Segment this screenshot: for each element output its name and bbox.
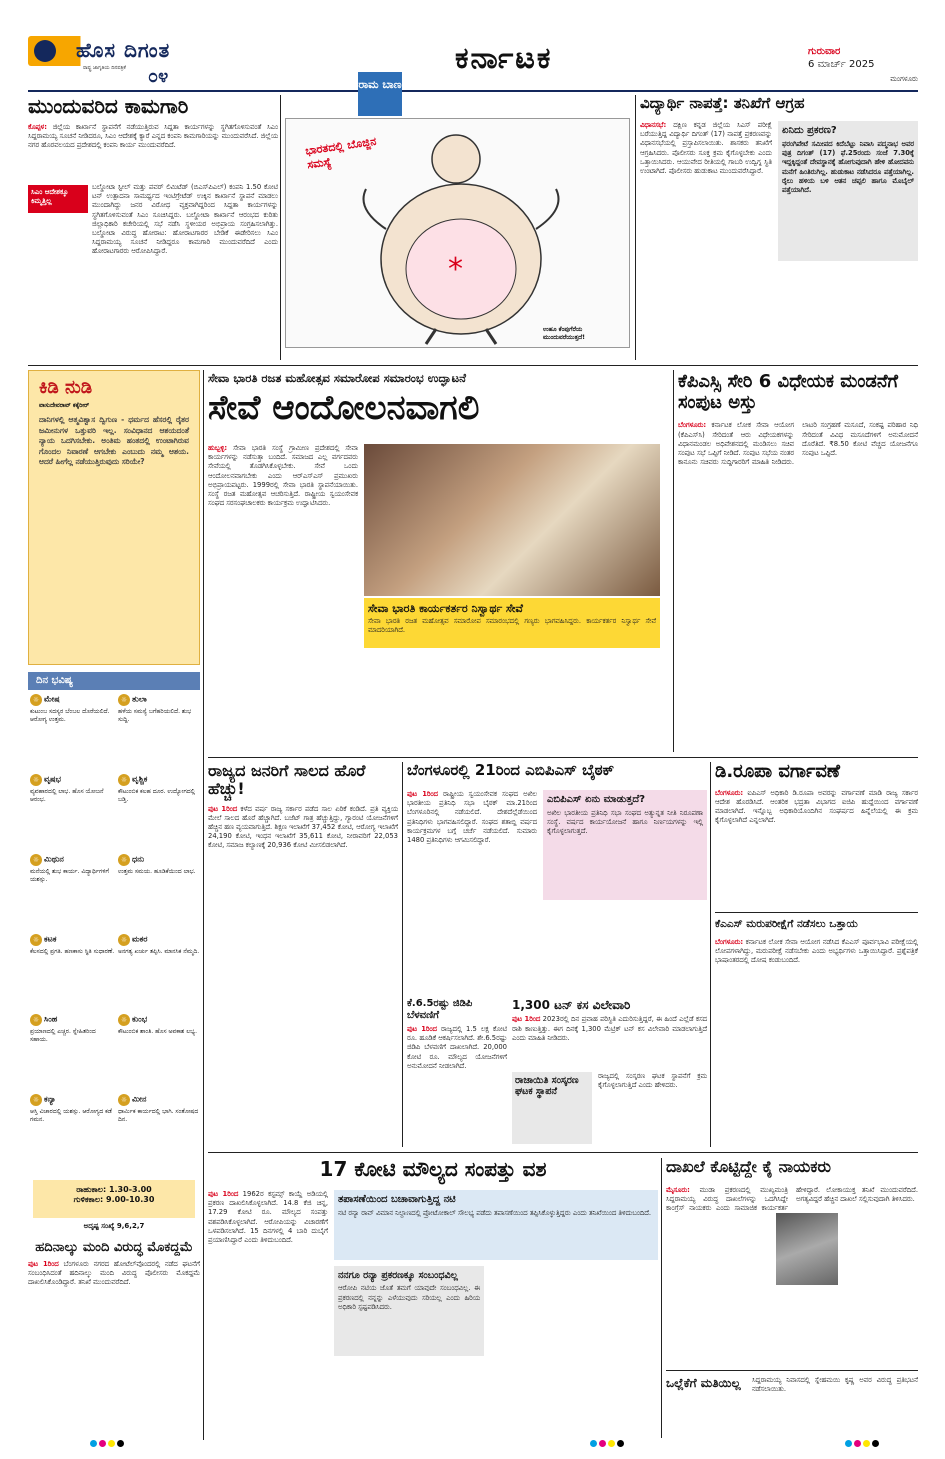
dateline: ಹುಬ್ಬಳ್ಳಿ:: [208, 444, 228, 452]
story-kpsc: [678, 372, 918, 754]
registration-marks: [845, 1440, 881, 1448]
headline: ರಾಜ್ಯದ ಜನರಿಗೆ ಸಾಲದ ಹೊರೆ ಹೆಚ್ಚು!: [208, 762, 366, 799]
sub-badge: ಸಿಎಂ ಆದೇಶಕ್ಕೂ ಕಿಮ್ಮತ್ತಿಲ್ಲ: [28, 185, 88, 213]
horoscope-title: ದಿನ ಭವಿಷ್ಯ: [28, 672, 200, 690]
yellow-dot: [108, 1440, 115, 1447]
zodiac-icon: ☼: [118, 854, 130, 866]
cartoon-figure: [286, 119, 630, 348]
story-body: [678, 421, 918, 741]
sign-text: ಅನಗತ್ಯ ಖರ್ಚು ತಪ್ಪಿಸಿ. ಮಾನಸಿಕ ನೆಮ್ಮದಿ.: [118, 948, 200, 955]
story-roopa: [715, 762, 918, 1147]
sign-name: ಕನ್ಯಾ: [44, 1094, 56, 1104]
horoscope-sign: [30, 854, 115, 884]
headline: ಬೆಂಗಳೂರಲ್ಲಿ 21ರಿಂದ ಎಬಿಪಿಎಸ್ ಬೈಠಕ್: [407, 762, 615, 779]
gulika: ಗುಳಿಕಕಾಲ: 9.00-10.30: [73, 1195, 155, 1204]
section-rule: [28, 365, 918, 366]
headline: ಕೆಪಿಎಸ್ಸಿ ಸೇರಿ 6 ವಿಧೇಯಕ ಮಂಡನೆಗೆ ಸಂಪುಟ ಅಸ್ತು: [678, 372, 899, 413]
body-text: ಐಪಿಎಸ್ ಅಧಿಕಾರಿ ಡಿ.ರೂಪಾ ಅವರನ್ನು ವರ್ಗಾವಣೆ ಮಾಡಿ ರಾಜ್ಯ ಸರ್ಕಾರ ಆದೇಶ ಹೊರಡಿಸಿದೆ. ಆಂತರಿಕ ಭದ್ರತಾ ವಿಭಾಗದ ಐಜಿಪಿ ಹುದ್ದೆಯಿಂದ ವರ್ಗಾವಣೆ ಮಾಡಲಾಗಿದೆ. ಇನ್ನೊಬ್ಬ ಅಧಿಕಾರಿಯೊಂದಿಗಿನ ಸಂಘರ್ಷದ ಹಿನ್ನೆಲೆಯಲ್ಲಿ ಈ ಕ್ರಮ ಕೈಗೊಳ್ಳಲಾಗಿದೆ ಎನ್ನಲಾಗಿದೆ.: [715, 788, 918, 825]
magenta-dot: [99, 1440, 106, 1447]
cyan-dot: [90, 1440, 97, 1447]
yellow-dot: [863, 1440, 870, 1447]
zodiac-icon: ☼: [118, 934, 130, 946]
column-rule: [710, 762, 711, 1147]
column-rule: [635, 95, 636, 360]
story-seva-bharati: [208, 372, 670, 754]
cyan-dot: [590, 1440, 597, 1447]
body-text: ಜಿಲ್ಲೆಯ ಕಾರ್ಖಾನೆ ಸ್ಥಾಪನೆಗೆ ನಡೆಯುತ್ತಿರುವ ಸಿದ್ದತಾ ಕಾರ್ಯಗಳನ್ನು ಸ್ಥಗಿತಗೊಳಿಸುವಂತೆ ಸಿಎಂ ಸಿದ್ದರಾಮಯ್ಯ ಸೂಚನೆ ನೀಡಿದರೂ, ಸಿಎಂ ಆದೇಶಕ್ಕೆ ಕ್ಯಾರೆ ಎನ್ನದ ಕಂಪನಿ ಕಾಮಗಾರಿಯನ್ನು ಮುಂದುವರೆಸಿದೆ. ಜಿಲ್ಲೆಯ ನಗರ ಹೊರವಲಯದ ಪ್ರದೇಶದಲ್ಲಿ ಕಂಪನಿ ಕಾರ್ಯ ಮುಂದುವರೆದಿದೆ.: [28, 123, 278, 150]
sign-name: ಮಿಥುನ: [44, 854, 64, 864]
sign-name: ಮೀನ: [132, 1094, 147, 1104]
event-photo: [364, 444, 660, 596]
zodiac-icon: ☼: [118, 1094, 130, 1106]
info-box: [543, 790, 707, 900]
story-body: ರಾಜ್ಯದಲ್ಲಿ ಸಂಸ್ಕರಣ ಘಟಕ ಸ್ಥಾಪನೆಗೆ ಕ್ರಮ ಕೈಗೊಳ್ಳಲಾಗುತ್ತಿದೆ ಎಂದು ಹೇಳಿದರು.: [598, 1072, 707, 1090]
page-number: ೦೪: [148, 66, 169, 87]
box-body: ಅಖಿಲ ಭಾರತೀಯ ಪ್ರತಿನಿಧಿ ಸಭಾ ಸಂಘದ ಅತ್ಯುನ್ನತ ನೀತಿ ನಿರೂಪಣಾ ಸಂಸ್ಥೆ. ವರ್ಷದ ಕಾರ್ಯಯೋಜನೆ ಹಾಗೂ ನಿರ್ಣಯಗಳನ್ನು ಇಲ್ಲಿ ಕೈಗೊಳ್ಳಲಾಗುತ್ತದೆ.: [547, 809, 703, 836]
story-seizure: [208, 1158, 658, 1438]
dateline: ಪುಟ 1ರಿಂದ: [208, 804, 238, 813]
horoscope-sign: [118, 934, 200, 956]
sub-dateline: ಬೆಂಗಳೂರು:: [715, 938, 744, 946]
headline: ವಿದ್ಯಾರ್ಥಿ ನಾಪತ್ತೆ: ತನಿಖೆಗೆ ಆಗ್ರಹ: [640, 95, 805, 112]
sign-name: ವೃಶ್ಚಿಕ: [132, 774, 148, 784]
story-documents: [666, 1158, 918, 1438]
column-rule: [280, 95, 281, 360]
story-body-2: ಬಲ್ಡೋಟಾ ಸ್ಟೀಲ್ ಮತ್ತು ಪವರ್ ಲಿಮಿಟೆಡ್ (ಬಿಎಸ್‌ಪಿಎಲ್) ಕಂಪನಿ 1.50 ಕೋಟಿ ಟನ್ ಉತ್ಪಾದನಾ ಸಾಮರ್ಥ್ಯದ ಇಂಟಿಗ್ರೇಟೆಡ್ ಉಕ್ಕಿನ ಕಾರ್ಖಾನೆ ಸ್ಥಾಪನೆ ಮಾಡಲು ಮುಂದಾಗಿದ್ದು ಜನರ ವಿರೋಧ ವ್ಯಕ್ತವಾಗಿದ್ದರಿಂದ ಸಿದ್ದತಾ ಕಾರ್ಯಗಳನ್ನು ಸ್ಥಗಿತಗೊಳಿಸುವಂತೆ ಸಿಎಂ ಸೂಚಿಸಿದ್ದರು. ಬಲ್ಡೋಟಾ ಕಾರ್ಖಾನೆ ಆರಂಭದ ಕುರಿತು ಜಿಲ್ಲಾಧಿಕಾರಿ ಕಚೇರಿಯಲ್ಲಿ ಸಭೆ ನಡೆಸಿ ಸ್ಥಳೀಯರ ಅಭಿಪ್ರಾಯ ಸಂಗ್ರಹಿಸಲಾಗಿತ್ತು. ಬಲ್ಡೋಟಾ ವಿರುದ್ಧ ಹೋರಾಟ: ಹೋರಾಟಗಾರರ ಬೇಡಿಕೆ ಈಡೇರಿಸಲು ಸಿಎಂ ಸಿದ್ದರಾಮಯ್ಯ ಸೂಚನೆ ನೀಡಿದ್ದರೂ ಕಾಮಗಾರಿ ಮುಂದುವರೆದಿದೆ ಎಂದು ಹೋರಾಟಗಾರರು ಆರೋಪಿಸಿದ್ದಾರೆ.: [92, 183, 278, 256]
horoscope-sign: [118, 694, 200, 724]
sub-body: ಸಿದ್ದರಾಮಯ್ಯ ನಿವಾಸದಲ್ಲಿ ಸ್ನೇಹಮಯಿ ಕೃಷ್ಣ ಅವರ ವಿರುದ್ಧ ಪ್ರತಿಭಟನೆ ನಡೆಸಲಾಯಿತು.: [752, 1376, 918, 1394]
place-label: ಮಂಗಳೂರು: [890, 75, 918, 83]
sub-box: [334, 1266, 484, 1356]
black-dot: [617, 1440, 624, 1447]
logo-emblem-icon: [34, 40, 56, 62]
headline: ಸೇವೆ ಆಂದೋಲನವಾಗಲಿ: [208, 387, 480, 428]
photo-caption-box: [364, 598, 660, 648]
registration-marks: [590, 1440, 626, 1448]
dateline: ಪುಟ 1ರಿಂದ: [208, 1190, 239, 1198]
cartoon-note: ಉಹೂ ಕೆಂಪುಗೆರೆಯ ಮುಂದುವರೆಯುತ್ತದೆ!: [543, 326, 586, 341]
box-title: ತಪಾಸಣೆಯಿಂದ ಬಚಾವಾಗುತ್ತಿದ್ದ ನಟಿ: [338, 1194, 456, 1205]
magenta-dot: [854, 1440, 861, 1447]
horoscope-sign: [30, 694, 115, 724]
sign-text: ಕೌಟುಂಬಿಕ ಶಾಂತಿ. ಹೊಸ ಅವಕಾಶ ಲಭ್ಯ.: [118, 1028, 197, 1035]
caption-title: ಸೇವಾ ಭಾರತಿ ಕಾರ್ಯಕರ್ತರ ನಿಸ್ವಾರ್ಥ ಸೇವೆ: [368, 602, 523, 615]
caption-body: ಸೇವಾ ಭಾರತಿ ರಜತ ಮಹೋತ್ಸವ ಸಮಾರೋಪ ಸಮಾರಂಭದಲ್ಲಿ ಗಣ್ಯರು ಭಾಗವಹಿಸಿದ್ದರು. ಕಾರ್ಯಕರ್ತರ ನಿಸ್ವಾರ್ಥ ಸೇವೆ ಮಾದರಿಯಾಗಿದೆ.: [368, 617, 656, 635]
black-dot: [117, 1440, 124, 1447]
dateline: ಕೊಪ್ಪಳ:: [28, 123, 47, 131]
story-body: [28, 123, 278, 151]
dateline: ಮೈಸೂರು:: [666, 1186, 690, 1194]
sign-name: ಮಕರ: [132, 934, 148, 944]
person-photo: [776, 1213, 838, 1285]
logo-tagline: ರಾಷ್ಟ್ರ ಜಾಗೃತಿಯ ದಿನಪತ್ರಿಕೆ: [83, 65, 126, 71]
body-text: ಬೆಂಗಳೂರು ನಗರದ ಹೋಟೆಲ್‌ವೊಂದರಲ್ಲಿ ನಡೆದ ಘಟನೆಗೆ ಸಂಬಂಧಿಸಿದಂತೆ ಹದಿನಾಲ್ಕು ಮಂದಿ ವಿರುದ್ಧ ಪೊಲೀಸರು ಮೊಕದ್ದಮೆ ದಾಖಲಿಸಿಕೊಂಡಿದ್ದಾರೆ. ತನಿಖೆ ಮುಂದುವರೆದಿದೆ.: [28, 1259, 200, 1286]
sign-name: ವೃಷಭ: [44, 774, 61, 784]
headline: ರಾಜಾಯಿತಿ ಸಂಸ್ಕರಣ ಘಟಕ ಸ್ಥಾಪನೆ: [515, 1075, 579, 1098]
horoscope-sign: [30, 1094, 115, 1124]
horoscope-sign: [118, 1094, 200, 1124]
horoscope-sign: [118, 1014, 200, 1036]
horoscope-sign: [30, 774, 115, 804]
story-body: [407, 1025, 507, 1071]
zodiac-icon: ☼: [30, 1014, 42, 1026]
story-case: [28, 1240, 200, 1435]
dateline: ಪುಟ 1ರಿಂದ: [407, 790, 438, 798]
zodiac-icon: ☼: [118, 1014, 130, 1026]
story-body: [407, 790, 537, 845]
column-rule: [402, 762, 403, 1147]
headline: ದಾಖಲೆ ಕೊಟ್ಟಿದ್ದೇ ಕೈ ನಾಯಕರು: [666, 1158, 831, 1176]
horoscope-sign: [118, 854, 200, 876]
svg-text:*: *: [448, 252, 463, 287]
body-text: 1962ರ ಕಸ್ಟಮ್ಸ್ ಕಾಯ್ದೆ ಅಡಿಯಲ್ಲಿ ಪ್ರಕರಣ ದಾಖಲಿಸಿಕೊಳ್ಳಲಾಗಿದೆ. 14.8 ಕೆಜಿ ಚಿನ್ನ, 17.29 ಕೋಟಿ ರೂ. ಮೌಲ್ಯದ ಸಂಪತ್ತು ವಶಪಡಿಸಿಕೊಳ್ಳಲಾಗಿದೆ. ಆರೋಪಿಯನ್ನು ವಿಚಾರಣೆಗೆ ಒಳಪಡಿಸಲಾಗಿದೆ. 15 ದಿನಗಳಲ್ಲಿ 4 ಬಾರಿ ದುಬೈಗೆ ಪ್ರಯಾಣಿಸಿದ್ದಾರೆ ಎಂದು ತಿಳಿದುಬಂದಿದೆ.: [208, 1190, 328, 1244]
masthead-logo: [28, 36, 203, 88]
inner-rule: [715, 912, 918, 913]
story-body: [640, 121, 772, 176]
sign-name: ಧನು: [132, 854, 145, 864]
lucky-numbers: ಅದೃಷ್ಟ ಸಂಖ್ಯೆ 9,6,2,7: [83, 1222, 145, 1230]
section-rule: [208, 757, 918, 758]
story-student-missing: [640, 95, 918, 360]
headline: 17 ಕೋಟಿ ಮೌಲ್ಯದ ಸಂಪತ್ತು ವಶ: [319, 1158, 547, 1181]
section-rule: [208, 1152, 918, 1153]
story-gdp: [407, 998, 507, 1148]
body-text: ಕಳೆದ ವರ್ಷ ರಾಜ್ಯ ಸರ್ಕಾರ ಪಡೆದ ಸಾಲ ಏರಿಕೆ ಕಂಡಿದೆ. ಪ್ರತಿ ವ್ಯಕ್ತಿಯ ಮೇಲೆ ಸಾಲದ ಹೊರೆ ಹೆಚ್ಚಾಗಿದೆ. ಬಜೆಟ್ ಗಾತ್ರ ಹೆಚ್ಚುತ್ತಿದ್ದು, ಗ್ಯಾರಂಟಿ ಯೋಜನೆಗಳಿಗೆ ಹೆಚ್ಚಿನ ಹಣ ವ್ಯಯವಾಗುತ್ತಿದೆ. ಶಿಕ್ಷಣ ಇಲಾಖೆಗೆ 37,452 ಕೋಟಿ, ಆರೋಗ್ಯ ಇಲಾಖೆಗೆ 24,190 ಕೋಟಿ, ಇಂಧನ ಇಲಾಖೆಗೆ 35,611 ಕೋಟಿ, ನೀರಾವರಿಗೆ 22,053 ಕೋಟಿ, ಸಮಾಜ ಕಲ್ಯಾಣಕ್ಕೆ 20,936 ಕೋಟಿ ಮೀಸಲಿಡಲಾಗಿದೆ.: [208, 804, 398, 850]
sign-text: ಆಸ್ತಿ ವಿಚಾರದಲ್ಲಿ ಯಶಸ್ಸು. ಆರೋಗ್ಯದ ಕಡೆ ಗಮನ.: [30, 1108, 112, 1123]
zodiac-icon: ☼: [30, 854, 42, 866]
sub-body: [715, 938, 918, 966]
story-body: [715, 789, 918, 826]
dateline: ಬೆಂಗಳೂರು:: [678, 421, 707, 430]
horoscope-sign: [30, 934, 115, 956]
timing-box: [33, 1180, 195, 1218]
body-text: ಮುಡಾ ಪ್ರಕರಣದಲ್ಲಿ ಮುಖ್ಯಮಂತ್ರಿ ಸಿದ್ದರಾಮಯ್ಯ ವಿರುದ್ಧ ದಾಖಲೆಗಳನ್ನು ಒದಗಿಸಿದ್ದೇ ಕಾಂಗ್ರೆಸ್ ನಾಯಕರು ಎಂದು ಸಾಮಾಜಿಕ ಕಾರ್ಯಕರ್ತ ಹೇಳಿದ್ದಾರೆ. ಲೋಕಾಯುಕ್ತ ತನಿಖೆ ಮುಂದುವರೆದಿದೆ. ಅಗತ್ಯವಿದ್ದರೆ ಹೆಚ್ಚಿನ ದಾಖಲೆ ಸಲ್ಲಿಸುವುದಾಗಿ ತಿಳಿಸಿದರು.: [666, 1186, 918, 1213]
body-text: ರಾಜ್ಯದಲ್ಲಿ 1.5 ಲಕ್ಷ ಕೋಟಿ ರೂ. ಹೂಡಿಕೆ ಆಕರ್ಷಿಸಲಾಗಿದೆ. ಶೇ.6.5ರಷ್ಟು ಜಿಡಿಪಿ ಬೆಳವಣಿಗೆ ದಾಖಲಾಗಿದೆ. 20,000 ಕೋಟಿ ರೂ. ಮೌಲ್ಯದ ಯೋಜನೆಗಳಿಗೆ ಅನುಮೋದನೆ ನೀಡಲಾಗಿದೆ.: [407, 1025, 507, 1070]
story-body: [512, 1015, 707, 1043]
info-box: [334, 1190, 658, 1260]
sign-text: ಕುಟುಂಬ ಸದಸ್ಯರ ಬೆಂಬಲ ದೊರೆಯಲಿದೆ. ಆರೋಗ್ಯ ಉತ್ತಮ.: [30, 708, 110, 723]
horoscope-list: [28, 694, 200, 1174]
horoscope-sign: [118, 774, 200, 804]
headline: 1,300 ಟನ್ ಕಸ ವಿಲೇವಾರಿ: [512, 998, 631, 1012]
story-debt: [208, 762, 398, 1147]
masthead-rule: [28, 90, 918, 92]
story-body: [28, 1260, 200, 1288]
sign-text: ವ್ಯವಹಾರದಲ್ಲಿ ಲಾಭ. ಹೊಸ ಯೋಜನೆ ಆರಂಭ.: [30, 788, 104, 803]
dateline: ಪುಟ 1ರಿಂದ: [28, 1259, 59, 1268]
horoscope-sign: [30, 1014, 115, 1044]
zodiac-icon: ☼: [30, 1094, 42, 1106]
day-label: ಗುರುವಾರ: [808, 46, 841, 57]
headline: ಮುಂದುವರಿದ ಕಾಮಗಾರಿ: [28, 95, 189, 118]
sign-name: ಸಿಂಹ: [44, 1014, 58, 1024]
inner-rule: [666, 1370, 918, 1371]
dateline: ಬೆಂಗಳೂರು:: [715, 788, 744, 797]
kicker: ಸೇವಾ ಭಾರತಿ ರಜತ ಮಹೋತ್ಸವ ಸಮಾರೋಪ ಸಮಾರಂಭ ಉದ್ಘಾಟನೆ: [208, 372, 466, 385]
column-rule: [203, 370, 204, 1440]
sign-text: ಕೆಲಸದಲ್ಲಿ ಪ್ರಗತಿ. ಹಣಕಾಸು ಸ್ಥಿತಿ ಸುಧಾರಣೆ.: [30, 948, 115, 955]
date-block: [808, 46, 918, 84]
cartoon-panel: [285, 118, 630, 348]
side-title: ಏನಿದು ಪ್ರಕರಣ?: [782, 125, 837, 136]
zodiac-icon: ☼: [30, 774, 42, 786]
sign-text: ಮನೆಯಲ್ಲಿ ಶುಭ ಕಾರ್ಯ. ವಿದ್ಯಾರ್ಥಿಗಳಿಗೆ ಯಶಸ್ಸು.: [30, 868, 110, 883]
sub-headline: ಕೆಎಎಸ್ ಮರುಪರೀಕ್ಷೆಗೆ ನಡೆಸಲು ಒತ್ತಾಯ: [715, 918, 858, 930]
headline-box: [512, 1072, 592, 1144]
story-body: [208, 444, 358, 749]
zodiac-icon: ☼: [118, 774, 130, 786]
kidi-nudi-box: [28, 370, 200, 665]
column-rule: [673, 370, 674, 752]
side-body: ಫರಂಗಿಪೇಟೆ ಸಮೀಪದ ಕಿದೆಬೆಟ್ಟು ನಿವಾಸಿ ಪದ್ಮನಾಭ ಅವರ ಪುತ್ರ ದಿಗಂತ್ (17) ಫೆ.25ರಂದು ಸಂಜೆ 7.30ಕ್ಕೆ ಇದ್ದಕ್ಕಿದ್ದಂತೆ ದೇವಸ್ಥಾನಕ್ಕೆ ಹೋಗುವುದಾಗಿ ಹೇಳಿ ಹೋದವನು ಮನೆಗೆ ಹಿಂತಿರುಗಿಲ್ಲ. ಹುಡುಕಾಟ ನಡೆಸಿದರೂ ಪತ್ತೆಯಾಗಿಲ್ಲ. ರೈಲು ಹಳಿಯ ಬಳಿ ಆತನ ಚಪ್ಪಲಿ ಹಾಗೂ ಮೊಬೈಲ್ ಪತ್ತೆಯಾಗಿದೆ.: [782, 140, 914, 194]
headline: ಹದಿನಾಲ್ಕು ಮಂದಿ ವಿರುದ್ಧ ಮೊಕದ್ದಮೆ: [35, 1240, 193, 1255]
body-text: ರಾಷ್ಟ್ರೀಯ ಸ್ವಯಂಸೇವಕ ಸಂಘದ ಅಖಿಲ ಭಾರತೀಯ ಪ್ರತಿನಿಧಿ ಸಭಾ ಬೈಠಕ್ ಮಾ.21ರಿಂದ ಬೆಂಗಳೂರಿನಲ್ಲಿ ನಡೆಯಲಿದೆ. ದೇಶದೆಲ್ಲೆಡೆಯಿಂದ ಪ್ರತಿನಿಧಿಗಳು ಭಾಗವಹಿಸಲಿದ್ದಾರೆ. ಸಂಘದ ಶತಾಬ್ದಿ ವರ್ಷದ ಕಾರ್ಯಕ್ರಮಗಳ ಬಗ್ಗೆ ಚರ್ಚೆ ನಡೆಯಲಿದೆ. ಸುಮಾರು 1480 ಪ್ರತಿನಿಧಿಗಳು ಆಗಮಿಸಲಿದ್ದಾರೆ.: [407, 790, 537, 844]
rama-bana-badge: ರಾಮ ಬಾಣ: [358, 72, 402, 116]
yellow-dot: [608, 1440, 615, 1447]
headline: ಕೆ.6.5ರಷ್ಟು ಜಿಡಿಪಿ ಬೆಳವಣಿಗೆ: [407, 998, 473, 1021]
sign-name: ತುಲಾ: [132, 694, 147, 704]
headline: ಡಿ.ರೂಪಾ ವರ್ಗಾವಣೆ: [715, 762, 840, 782]
sign-name: ಮೇಷ: [44, 694, 60, 704]
side-box: [778, 121, 918, 261]
cartoon-caption: ಭಾರತದಲ್ಲಿ ಬೊಜ್ಜಿನ ಸಮಸ್ಯೆ: [304, 134, 378, 172]
kidi-author: ವಾಸುದೇವರಾವ್ ಕಕ್ಕೆರೀರ್: [39, 401, 90, 409]
sub-body: ಆರೋಪಿ ನಟಿಯ ಜೊತೆ ತಮಗೆ ಯಾವುದೇ ಸಂಬಂಧವಿಲ್ಲ. ಈ ಪ್ರಕರಣದಲ್ಲಿ ನನ್ನನ್ನು ಎಳೆಯುವುದು ಸರಿಯಲ್ಲ ಎಂದು ಹಿರಿಯ ಅಧಿಕಾರಿ ಸ್ಪಷ್ಟಪಡಿಸಿದರು.: [338, 1284, 480, 1311]
kidi-body: ದಾನಿಗಳಲ್ಲಿ ಆತ್ಮವಿಶ್ವಾಸ ದ್ವಿಗುಣ - ಧರ್ಮದ ಹೆಸರಲ್ಲಿ ರೈತರ ಜಮೀನುಗಳ ಒತ್ತುವರಿ ಇಲ್ಲ. ಸಂವಿಧಾನದ ಆಶಯದಂತೆ ನ್ಯಾಯ ಒದಗಿಸಬೇಕು. ಅಂತಿಮ ಹಂತದಲ್ಲಿ ಉಂಟಾಗಿರುವ ಗೊಂದಲ ನಿವಾರಣೆ ಆಗಬೇಕು ಎಂಬುದು ನಮ್ಮ ಆಶಯ. ಆದರೆ ಹೀಗೆಲ್ಲ ನಡೆಯುತ್ತಿರುವುದು ಸರಿಯೇ?: [39, 415, 189, 466]
black-dot: [872, 1440, 879, 1447]
zodiac-icon: ☼: [30, 694, 42, 706]
dateline: ವಿಧಾನಸಭೆ:: [640, 121, 667, 129]
sign-text: ಉತ್ತಮ ಸಮಯ. ಹೂಡಿಕೆಯಿಂದ ಲಾಭ.: [118, 868, 196, 875]
zodiac-icon: ☼: [30, 934, 42, 946]
body-text: 2023ರಲ್ಲಿ ದಿನ ಪ್ರವಾಹ ಪರಿಸ್ಥಿತಿ ಎದುರಿಸುತ್ತಿದ್ದರೆ, ಈ ಹಿಂದೆ ಎಲ್ಲೆಡೆ ಕಸದ ರಾಶಿ ಕಾಣುತ್ತಿತ್ತು. ಈಗ ದಿನಕ್ಕೆ 1,300 ಮೆಟ್ರಿಕ್ ಟನ್ ಕಸ ವಿಲೇವಾರಿ ಮಾಡಲಾಗುತ್ತಿದೆ ಎಂದು ಮಾಹಿತಿ ನೀಡಿದರು.: [512, 1015, 707, 1042]
dateline: ಪುಟ 1ರಿಂದ: [407, 1025, 437, 1033]
story-garbage: [512, 998, 707, 1068]
box-body: ನಟಿ ರನ್ಯಾ ರಾವ್ ವಿಮಾನ ನಿಲ್ದಾಣದಲ್ಲಿ ಪ್ರೋಟೋಕಾಲ್ ಸೌಲಭ್ಯ ಪಡೆದು ತಪಾಸಣೆಯಿಂದ ತಪ್ಪಿಸಿಕೊಳ್ಳುತ್ತಿದ್ದರು ಎಂದು ತನಿಖೆಯಿಂದ ತಿಳಿದುಬಂದಿದೆ.: [338, 1209, 652, 1217]
magenta-dot: [599, 1440, 606, 1447]
sign-text: ಹಳೆಯ ಸಮಸ್ಯೆ ಬಗೆಹರಿಯಲಿದೆ. ಶುಭ ಸುದ್ದಿ.: [118, 708, 192, 723]
sub-title: ನನಗೂ ರನ್ಯಾ ಪ್ರಕರಣಕ್ಕೂ ಸಂಬಂಧವಿಲ್ಲ: [338, 1270, 458, 1281]
story-construction: [28, 95, 278, 360]
column-rule: [661, 1158, 662, 1438]
story-processing-unit: [512, 1072, 707, 1148]
sub-body-text: ಕರ್ನಾಟಕ ಲೋಕ ಸೇವಾ ಆಯೋಗ ನಡೆಸಿದ ಕೆಎಎಸ್ ಪೂರ್ವಭಾವಿ ಪರೀಕ್ಷೆಯಲ್ಲಿ ಲೋಪಗಳಾಗಿದ್ದು, ಮರುಪರೀಕ್ಷೆ ನಡೆಸಬೇಕು ಎಂದು ಅಭ್ಯರ್ಥಿಗಳು ಒತ್ತಾಯಿಸಿದ್ದಾರೆ. ಪ್ರಶ್ನೆಪತ್ರಿಕೆ ಭಾಷಾಂತರದಲ್ಲಿ ದೋಷ ಕಂಡುಬಂದಿದೆ.: [715, 938, 918, 965]
body-text: ಕರ್ನಾಟಕ ಲೋಕ ಸೇವಾ ಆಯೋಗ (ಕೆಪಿಎಸ್‌ಸಿ) ಸೇರಿದಂತೆ ಆರು ವಿಧೇಯಕಗಳನ್ನು ವಿಧಾನಮಂಡಲ ಅಧಿವೇಶನದಲ್ಲಿ ಮಂಡಿಸಲು ಸಚಿವ ಸಂಪುಟ ಸಭೆ ಒಪ್ಪಿಗೆ ನೀಡಿದೆ. ಸಂಪುಟ ಸಭೆಯ ನಂತರ ಕಾನೂನು ಸಚಿವರು ಸುದ್ದಿಗಾರರಿಗೆ ಮಾಹಿತಿ ನೀಡಿದರು. ಲಾಟರಿ ಸಂಗ್ರಹಣೆ ಮಸೂದೆ, ಸಂಕಷ್ಟ ಪರಿಹಾರ ನಿಧಿ ಸೇರಿದಂತೆ ವಿವಿಧ ಮಸೂದೆಗಳಿಗೆ ಅನುಮೋದನೆ ದೊರೆತಿದೆ. ₹8.50 ಕೋಟಿ ವೆಚ್ಚದ ಯೋಜನೆಗೂ ಸಂಪುಟ ಒಪ್ಪಿದೆ.: [678, 421, 918, 467]
story-body: [208, 805, 398, 851]
sign-name: ಕುಂಭ: [132, 1014, 148, 1024]
sign-text: ಕೌಟುಂಬಿಕ ಕಲಹ ದೂರ. ಉದ್ಯೋಗದಲ್ಲಿ ಬಡ್ತಿ.: [118, 788, 196, 803]
dateline: ಪುಟ 1ರಿಂದ: [512, 1015, 541, 1024]
registration-marks: [90, 1440, 126, 1448]
cyan-dot: [845, 1440, 852, 1447]
story-abps: [407, 762, 707, 994]
box-title: ಎಬಿಪಿಎಸ್ ಏನು ಮಾಡುತ್ತದೆ?: [547, 794, 646, 805]
date-label: 6 ಮಾರ್ಚ್ 2025: [808, 58, 875, 70]
sign-text: ಪ್ರಯಾಣದಲ್ಲಿ ಎಚ್ಚರ. ಸ್ನೇಹಿತರಿಂದ ಸಹಾಯ.: [30, 1028, 96, 1043]
logo-text: ಹೊಸ ದಿಗಂತ: [76, 38, 171, 62]
body-text: ಸೇವಾ ಭಾರತಿ ಸಂಸ್ಥೆ ಗ್ರಾಮೀಣ ಪ್ರದೇಶದಲ್ಲಿ ಸೇವಾ ಕಾರ್ಯಗಳನ್ನು ನಡೆಸುತ್ತಾ ಬಂದಿದೆ. ಸಮಾಜದ ಎಲ್ಲ ವರ್ಗದವರು ಸೇವೆಯಲ್ಲಿ ತೊಡಗಿಸಿಕೊಳ್ಳಬೇಕು. ಸೇವೆ ಒಂದು ಆಂದೋಲನವಾಗಬೇಕು ಎಂದು ಆರ್‌ಎಸ್‌ಎಸ್ ಪ್ರಮುಖರು ಅಭಿಪ್ರಾಯಪಟ್ಟರು. 1999ರಲ್ಲಿ ಸೇವಾ ಭಾರತಿ ಸ್ಥಾಪನೆಯಾಯಿತು. ಸಂಸ್ಥೆ ರಜತ ಮಹೋತ್ಸವ ಆಚರಿಸುತ್ತಿದೆ. ರಾಷ್ಟ್ರೀಯ ಸ್ವಯಂಸೇವಕ ಸಂಘದ ಸರಸಂಘಚಾಲಕರು ಕಾರ್ಯಕ್ರಮ ಉದ್ಘಾಟಿಸಿದರು.: [208, 444, 358, 508]
sign-name: ಕಟಕ: [44, 934, 57, 944]
story-body: [208, 1190, 328, 1245]
kidi-title: ಕಿಡಿ ನುಡಿ: [39, 377, 93, 398]
zodiac-icon: ☼: [118, 694, 130, 706]
sign-text: ಧಾರ್ಮಿಕ ಕಾರ್ಯದಲ್ಲಿ ಭಾಗಿ. ಸಂತೋಷದ ದಿನ.: [118, 1108, 199, 1123]
rahukala: ರಾಹುಕಾಲ: 1.30-3.00: [76, 1185, 152, 1194]
body-text: ದಕ್ಷಿಣ ಕನ್ನಡ ಜಿಲ್ಲೆಯ ಸಿಎಸ್ ಪರೀಕ್ಷೆ ಬರೆಯುತ್ತಿದ್ದ ವಿದ್ಯಾರ್ಥಿ ದಿಗಂತ್ (17) ನಾಪತ್ತೆ ಪ್ರಕರಣವನ್ನು ವಿಧಾನಸಭೆಯಲ್ಲಿ ಪ್ರಸ್ತಾಪಿಸಲಾಯಿತು. ಶಾಸಕರು ತನಿಖೆಗೆ ಆಗ್ರಹಿಸಿದರು. ಪೊಲೀಸರು ಸೂಕ್ತ ಕ್ರಮ ಕೈಗೊಳ್ಳಬೇಕು ಎಂದು ಒತ್ತಾಯಿಸಿದರು. ಆಯುವೇದ ರೀತಿಯಲ್ಲಿ ಗಾಬರಿ ಉದ್ವಿಗ್ನ ಸ್ಥಿತಿ ಉಂಟಾಗಿದೆ. ಪೊಲೀಸರು ಹುಡುಕಾಟ ಮುಂದುವರೆಸಿದ್ದಾರೆ.: [640, 121, 772, 175]
sub-title: ಒಲ್ಲೆಕೆಗೆ ಮತಿಯಿಲ್ಲ: [666, 1376, 741, 1390]
section-title: ಕರ್ನಾಟಕ: [455, 41, 553, 76]
